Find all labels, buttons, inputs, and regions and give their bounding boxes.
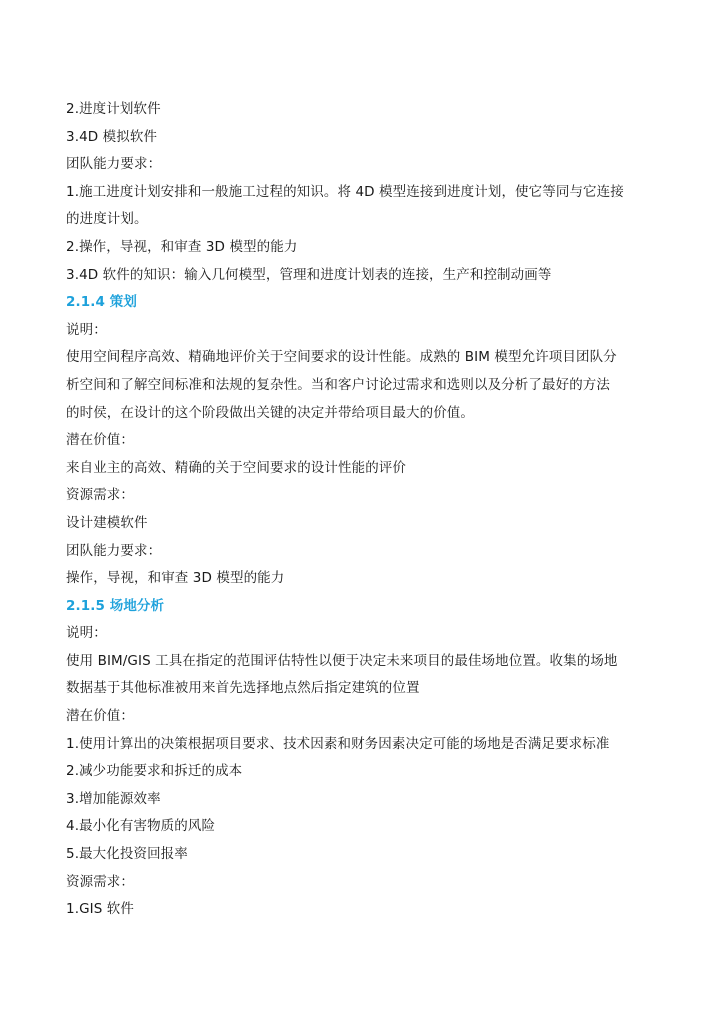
paragraph-line: 来自业主的高效、精确的关于空间要求的设计性能的评价	[66, 459, 406, 476]
section-heading-planning: 2.1.4 策划	[66, 294, 137, 311]
potential-value-label: 潜在价值：	[66, 708, 134, 725]
list-item: 4.最小化有害物质的风险	[66, 818, 216, 835]
paragraph-line: 使用 BIM/GIS 工具在指定的范围评估特性以便于决定未来项目的最佳场地位置。收集的场地	[66, 652, 618, 669]
team-capability-label: 团队能力要求：	[66, 542, 162, 559]
list-item: 3.4D 软件的知识：输入几何模型，管理和进度计划表的连接，生产和控制动画等	[66, 266, 552, 283]
paragraph-line: 1.施工进度计划安排和一般施工过程的知识。将 4D 模型连接到进度计划，使它等同与它连接	[66, 183, 624, 200]
paragraph-line: 设计建模软件	[66, 514, 148, 531]
description-label: 说明：	[66, 625, 107, 642]
list-item: 1.使用计算出的决策根据项目要求、技术因素和财务因素决定可能的场地是否满足要求标准	[66, 735, 610, 752]
potential-value-label: 潜在价值：	[66, 432, 134, 449]
list-item-4d-simulation-software: 3.4D 模拟软件	[66, 128, 158, 145]
resource-requirements-label: 资源需求：	[66, 873, 134, 890]
list-item: 5.最大化投资回报率	[66, 846, 188, 863]
paragraph-line: 使用空间程序高效、精确地评价关于空间要求的设计性能。成熟的 BIM 模型允许项目团队分	[66, 349, 617, 366]
list-item: 3.增加能源效率	[66, 790, 161, 807]
document-body	[66, 96, 666, 924]
paragraph-line: 的进度计划。	[66, 211, 148, 228]
description-label: 说明：	[66, 321, 107, 338]
section-heading-site-analysis: 2.1.5 场地分析	[66, 597, 165, 614]
team-capability-label: 团队能力要求：	[66, 156, 162, 173]
list-item: 2.操作，导视，和审查 3D 模型的能力	[66, 238, 298, 255]
list-item: 2.减少功能要求和拆迁的成本	[66, 763, 243, 780]
paragraph-line: 数据基于其他标准被用来首先选择地点然后指定建筑的位置	[66, 680, 420, 697]
list-item: 1.GIS 软件	[66, 901, 134, 918]
list-item-scheduling-software: 2.进度计划软件	[66, 101, 161, 117]
paragraph-line: 操作，导视，和审查 3D 模型的能力	[66, 570, 285, 587]
paragraph-line: 的时侯，在设计的这个阶段做出关键的决定并带给项目最大的价值。	[66, 404, 474, 421]
resource-requirements-label: 资源需求：	[66, 487, 134, 504]
paragraph-line: 析空间和了解空间标准和法规的复杂性。当和客户讨论过需求和选则以及分析了最好的方法	[66, 376, 610, 393]
